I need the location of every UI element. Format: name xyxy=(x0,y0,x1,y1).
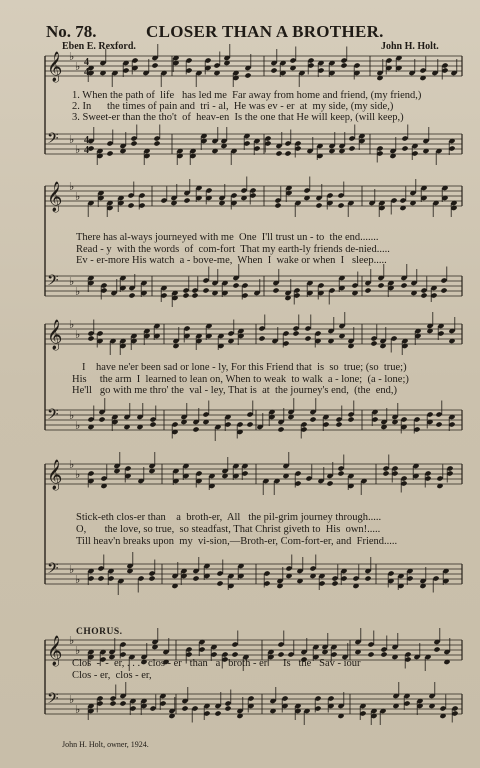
lyric-line: O, the love, so true, so steadfast, That Christ giveth to His own!..... xyxy=(76,524,381,535)
composer-credit: John H. Holt. xyxy=(381,41,439,52)
bass-clef-icon: 𝄢 xyxy=(47,272,59,293)
note-head xyxy=(433,646,440,652)
treble-clef-icon: 𝄞 xyxy=(47,182,63,212)
treble-clef-icon: 𝄞 xyxy=(47,636,63,666)
flat-icon: ♭ xyxy=(75,644,81,657)
bass-clef-icon: 𝄢 xyxy=(47,560,59,581)
flat-icon: ♭ xyxy=(69,634,75,647)
flat-icon: ♭ xyxy=(69,180,75,193)
treble-clef-icon: 𝄞 xyxy=(47,460,63,490)
flat-icon: ♭ xyxy=(75,468,81,481)
flat-icon: ♭ xyxy=(69,318,75,331)
note-head xyxy=(119,700,126,706)
staff xyxy=(45,682,462,725)
lyric-line: I have ne'er been sad or lone - ly, For this Friend that is so true; (so true;) xyxy=(82,362,407,373)
treble-clef-icon: 𝄞 xyxy=(47,320,63,350)
hymn-title: CLOSER THAN A BROTHER. xyxy=(146,22,384,41)
flat-icon: ♭ xyxy=(69,458,75,471)
flat-icon: ♭ xyxy=(69,275,75,288)
lyric-line: Till heav'n breaks upon my vi-sion,—Broth-er, Com-fort-er, and Friend..... xyxy=(76,536,398,547)
lyric-line: Stick-eth clos-er than a broth-er, All the pil-grim journey through..... xyxy=(76,512,382,523)
lyric-line: Clos - - er, . . . clos - er than a broth - er Is the Sav - iour xyxy=(72,658,361,669)
flat-icon: ♭ xyxy=(69,409,75,422)
flat-icon: ♭ xyxy=(75,328,81,341)
lyric-line: He'll go with me thro' the val - ley, That is at the journey's end, (the end,) xyxy=(72,385,397,396)
time-signature: 4 xyxy=(84,135,89,146)
bass-clef-icon: 𝄢 xyxy=(47,690,59,711)
chorus-label: CHORUS. xyxy=(76,627,123,637)
lyric-line: 2. In the times of pain and tri - al, He was ev - er at my side, (my side,) xyxy=(72,101,394,112)
flat-icon: ♭ xyxy=(69,693,75,706)
flat-icon: ♭ xyxy=(75,703,81,716)
lyric-line: Clos - er, clos - er, xyxy=(72,670,152,681)
note-head xyxy=(181,705,188,711)
copyright-notice: John H. Holt, owner, 1924. xyxy=(62,740,149,749)
lyric-line: Ev - er-more His watch a - bove-me, When I wake or when I sleep..... xyxy=(76,255,387,266)
flat-icon: ♭ xyxy=(75,285,81,298)
hymn-number: No. 78. xyxy=(46,22,97,41)
lyricist-credit: Eben E. Rexford. xyxy=(62,41,136,52)
lyric-line: 1. When the path of life has led me Far away from home and friend, (my friend,) xyxy=(72,90,422,101)
flat-icon: ♭ xyxy=(75,60,81,73)
flat-icon: ♭ xyxy=(75,573,81,586)
bass-clef-icon: 𝄢 xyxy=(47,406,59,427)
note-head xyxy=(109,700,116,706)
flat-icon: ♭ xyxy=(69,133,75,146)
treble-clef-icon: 𝄞 xyxy=(47,52,63,82)
time-signature: 4 xyxy=(84,67,89,78)
time-signature: 4 xyxy=(84,145,89,156)
flat-icon: ♭ xyxy=(75,419,81,432)
lyric-line: Read - y with the words of com-fort That my earth-ly friends de-nied..... xyxy=(76,244,390,255)
note-head xyxy=(214,710,221,716)
flat-icon: ♭ xyxy=(75,190,81,203)
flat-icon: ♭ xyxy=(69,50,75,63)
flat-icon: ♭ xyxy=(69,563,75,576)
bass-clef-icon: 𝄢 xyxy=(47,130,59,151)
lyric-line: 3. Sweet-er than the tho't of heav-en Is the one that He will keep, (will keep,) xyxy=(72,112,404,123)
lyric-line: There has al-ways journeyed with me One I'll trust un - to the end....... xyxy=(76,232,379,243)
note-head xyxy=(224,705,231,711)
flat-icon: ♭ xyxy=(75,143,81,156)
time-signature: 4 xyxy=(84,57,89,68)
lyric-line: His the arm I learned to lean on, When to weak to walk a - lone; (a - lone;) xyxy=(72,374,409,385)
